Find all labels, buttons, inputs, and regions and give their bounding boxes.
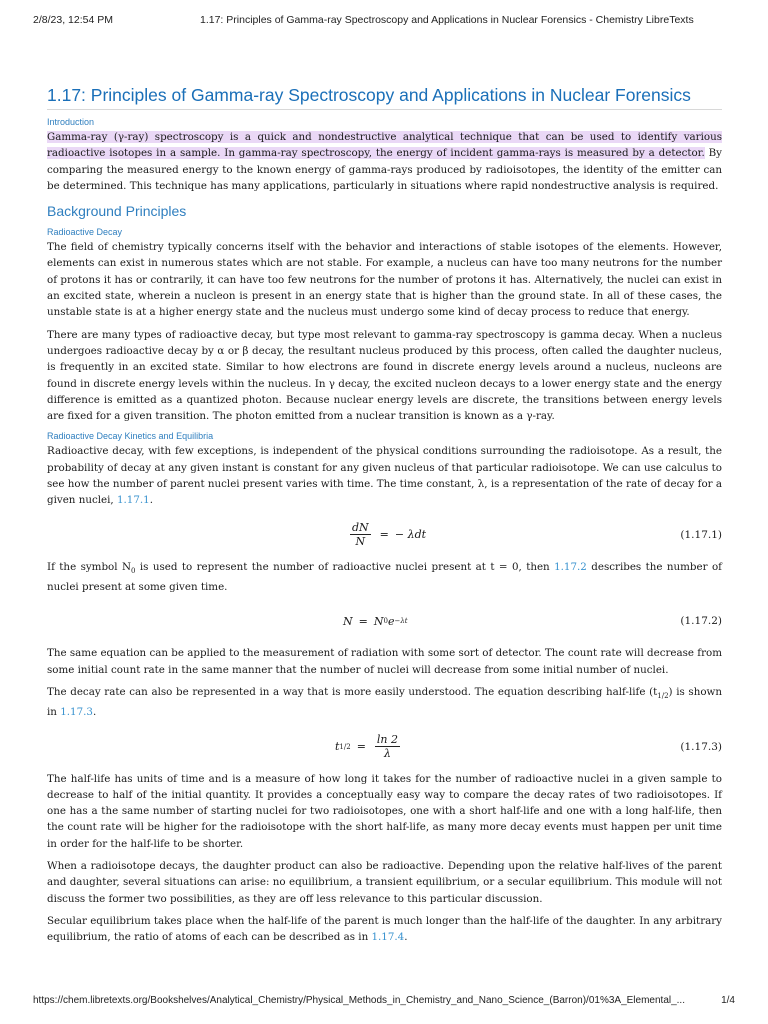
paragraph-text: If the symbol N — [47, 560, 131, 573]
highlighted-text: Gamma-ray (γ-ray) spectroscopy is a quick and nondestructive analytical technique that can be used to identify various radioactive isotopes in a sample. In gamma-ray spectroscopy, the energy of incident gamma-rays is measured by a detector. — [47, 131, 722, 160]
equation-link[interactable]: 1.17.4 — [371, 931, 405, 944]
equation-link[interactable]: 1.17.1 — [116, 494, 150, 507]
paragraph-text: The decay rate can also be represented in a way that is more easily understood. The equation describing half-life (t — [47, 685, 658, 698]
equation-2-math: N = N 0 e −λt — [343, 614, 408, 628]
paragraph-kinetics-5: The half-life has units of time and is a measure of how long it takes for the number of radioactive nuclei in a given sample to decrease to half of the initial quantity. It provides a conceptually easy way to compare the decay rates of two radioisotopes. If one has a the same number of starting nuclei for two radioisotopes, one with a short half-life and one with a long half-life, then the count rate will be higher for the radioisotope with the short half-life, as many more decay events must happen per unit time in order for the half-life to be shorter. — [47, 772, 722, 850]
subscript: 1/2 — [657, 691, 669, 700]
print-page-title: 1.17: Principles of Gamma-ray Spectroscopy and Applications in Nuclear Forensics - Chemistry LibreTexts — [200, 14, 694, 26]
denominator: λ — [383, 747, 391, 761]
paragraph-text: is used to represent the number of radioactive nuclei present at t = 0, then — [135, 560, 555, 573]
paragraph-kinetics-6: When a radioisotope decays, the daughter product can also be radioactive. Depending upon the relative half-lives of the parent and daughter, several situations can arise: no equilibrium, a transient equilibrium, or a secular equilibrium. This module will not discuss the former two possibilities, as they are off less relevance to this particular discussion. — [47, 860, 722, 905]
paragraph-text: Secular equilibrium takes place when the half-life of the parent is much longer than the half-life of the daughter. In any arbitrary equilibrium, the ratio of atoms of each can be described as in — [47, 914, 722, 944]
print-header — [0, 14, 768, 30]
intro-heading: Introduction — [47, 117, 95, 127]
section-heading: Background Principles — [47, 203, 187, 220]
paragraph-kinetics-2 — [47, 559, 722, 596]
fraction — [350, 521, 371, 548]
equation-1 — [47, 515, 722, 555]
paragraph-decay-1: The field of chemistry typically concerns itself with the behavior and interactions of stable isotopes of the elements. However, elements can exist in numerous states which are not stable. For example, a nucleus can have too many neutrons for the number of protons it has or contrarily, it can have too few neutrons for the number of protons it has. Alternatively, the nuclei can exist in an excited state, wherein a nucleon is present in an energy state that is higher than the ground state. In all of these cases, the unstable state is at a higher energy state and the nucleus must undergo some kind of decay process to reduce that energy. — [47, 241, 722, 319]
equation-3 — [47, 727, 722, 767]
superscript: −λt — [394, 617, 408, 626]
paragraph-kinetics-3: The same equation can be applied to the measurement of radiation with some sort of detector. The count rate will decrease from some initial count rate in the same manner that the number of nuclei will decrease from some initial number of nuclei. — [47, 647, 722, 676]
paragraph-decay-2: There are many types of radioactive decay, but type most relevant to gamma-ray spectroscopy is gamma decay. When a nucleus undergoes radioactive decay by α or β decay, the resultant nucleus produced by this process, often called the daughter nucleus, is frequently in an excited state. Similar to how electrons are found in discrete energy levels around a nucleus, nucleons are found in discrete energy levels within the nucleus. In γ decay, the excited nucleon decays to a lower energy state and the energy difference is emitted as a quantized photon. Because nuclear energy levels are discrete, the transitions between energy levels are fixed for a given transition. The photon emitted from a nuclear transition is known as a γ-ray. — [47, 328, 722, 423]
page-number: 1/4 — [721, 995, 735, 1006]
subsection-heading-decay: Radioactive Decay — [47, 227, 123, 238]
equation-lhs: t — [335, 740, 340, 754]
equation-number: (1.17.3) — [680, 740, 722, 753]
denominator: N — [355, 535, 366, 549]
intro-text: By comparing the measured energy to the known energy of gamma-rays produced by radioisotopes, the identity of the emitter can be determined. This technique has many applications, particularly in situations where rapid nondestructive analysis is required. — [47, 147, 722, 192]
subscript: 0 — [130, 566, 136, 575]
equation-link[interactable]: 1.17.2 — [554, 560, 587, 573]
equation-2 — [47, 601, 722, 641]
print-footer — [0, 995, 768, 1011]
subscript: 1/2 — [339, 742, 351, 751]
print-date: 2/8/23, 12:54 PM — [33, 14, 113, 26]
equation-term: N — [373, 614, 384, 628]
paragraph-kinetics-4: The decay rate can also be represented in a way that is more easily understood. The equation describing half-life $(t_{1/2})$ is shown in 1.17.3. — [47, 685, 722, 719]
subsection-heading-kinetics: Radioactive Decay Kinetics and Equilibria — [47, 431, 214, 442]
title-divider — [47, 109, 722, 110]
page-title: 1.17: Principles of Gamma-ray Spectroscopy and Applications in Nuclear Forensics — [47, 85, 691, 105]
equation-3-math: t 1/2 = $\frac{\ln 2}{\lambda}$ — [335, 733, 399, 761]
equation-rhs: − λdt — [394, 528, 427, 542]
article — [47, 84, 722, 951]
print-url: https://chem.libretexts.org/Bookshelves/Analytical_Chemistry/Physical_Methods_in_Chemistry_and_Nano_Science_(Barron)/01%3A_Elemental_... — [33, 995, 685, 1006]
numerator: dN — [352, 521, 369, 535]
numerator: ln 2 — [376, 733, 399, 747]
fraction — [375, 733, 400, 760]
paragraph-text: describes the number of nuclei present at some given time. — [47, 560, 722, 593]
equation-number: (1.17.2) — [680, 615, 722, 628]
paragraph-text: Radioactive decay, with few exceptions, is independent of the physical conditions surrounding the radioisotope. As a result, the probability of decay at any given instant is constant for any given nucleus of that particular radioisotope. We can use calculus to see how the number of parent nuclei present varies with time. The time constant, λ, is a representation of the rate of decay for a given nuclei, — [47, 445, 722, 507]
equation-term: e — [387, 614, 395, 628]
paragraph-kinetics-7: Secular equilibrium takes place when the half-life of the parent is much longer than the half-life of the daughter. In any arbitrary equilibrium, the ratio of atoms of each can be described as in 1.17.4. — [47, 914, 722, 944]
paragraph-text: ) is shown in — [47, 685, 722, 719]
equation-number: (1.17.1) — [680, 528, 722, 541]
subscript: 0 — [383, 617, 388, 626]
equation-lhs: N — [343, 614, 353, 628]
intro-paragraph — [47, 129, 722, 194]
equation-1-math: $\frac{dN}{N}$ = − λdt — [352, 521, 427, 549]
equation-link[interactable]: 1.17.3 — [60, 706, 93, 719]
paragraph-kinetics-1: Radioactive decay, with few exceptions, is independent of the physical conditions surrounding the radioisotope. As a result, the probability of decay at any given instant is constant for any given nucleus of that particular radioisotope. We can use calculus to see how the number of parent nuclei present varies with time. The time constant, λ, is a representation of the rate of decay for a given nuclei, 1.17.1. — [47, 445, 722, 507]
